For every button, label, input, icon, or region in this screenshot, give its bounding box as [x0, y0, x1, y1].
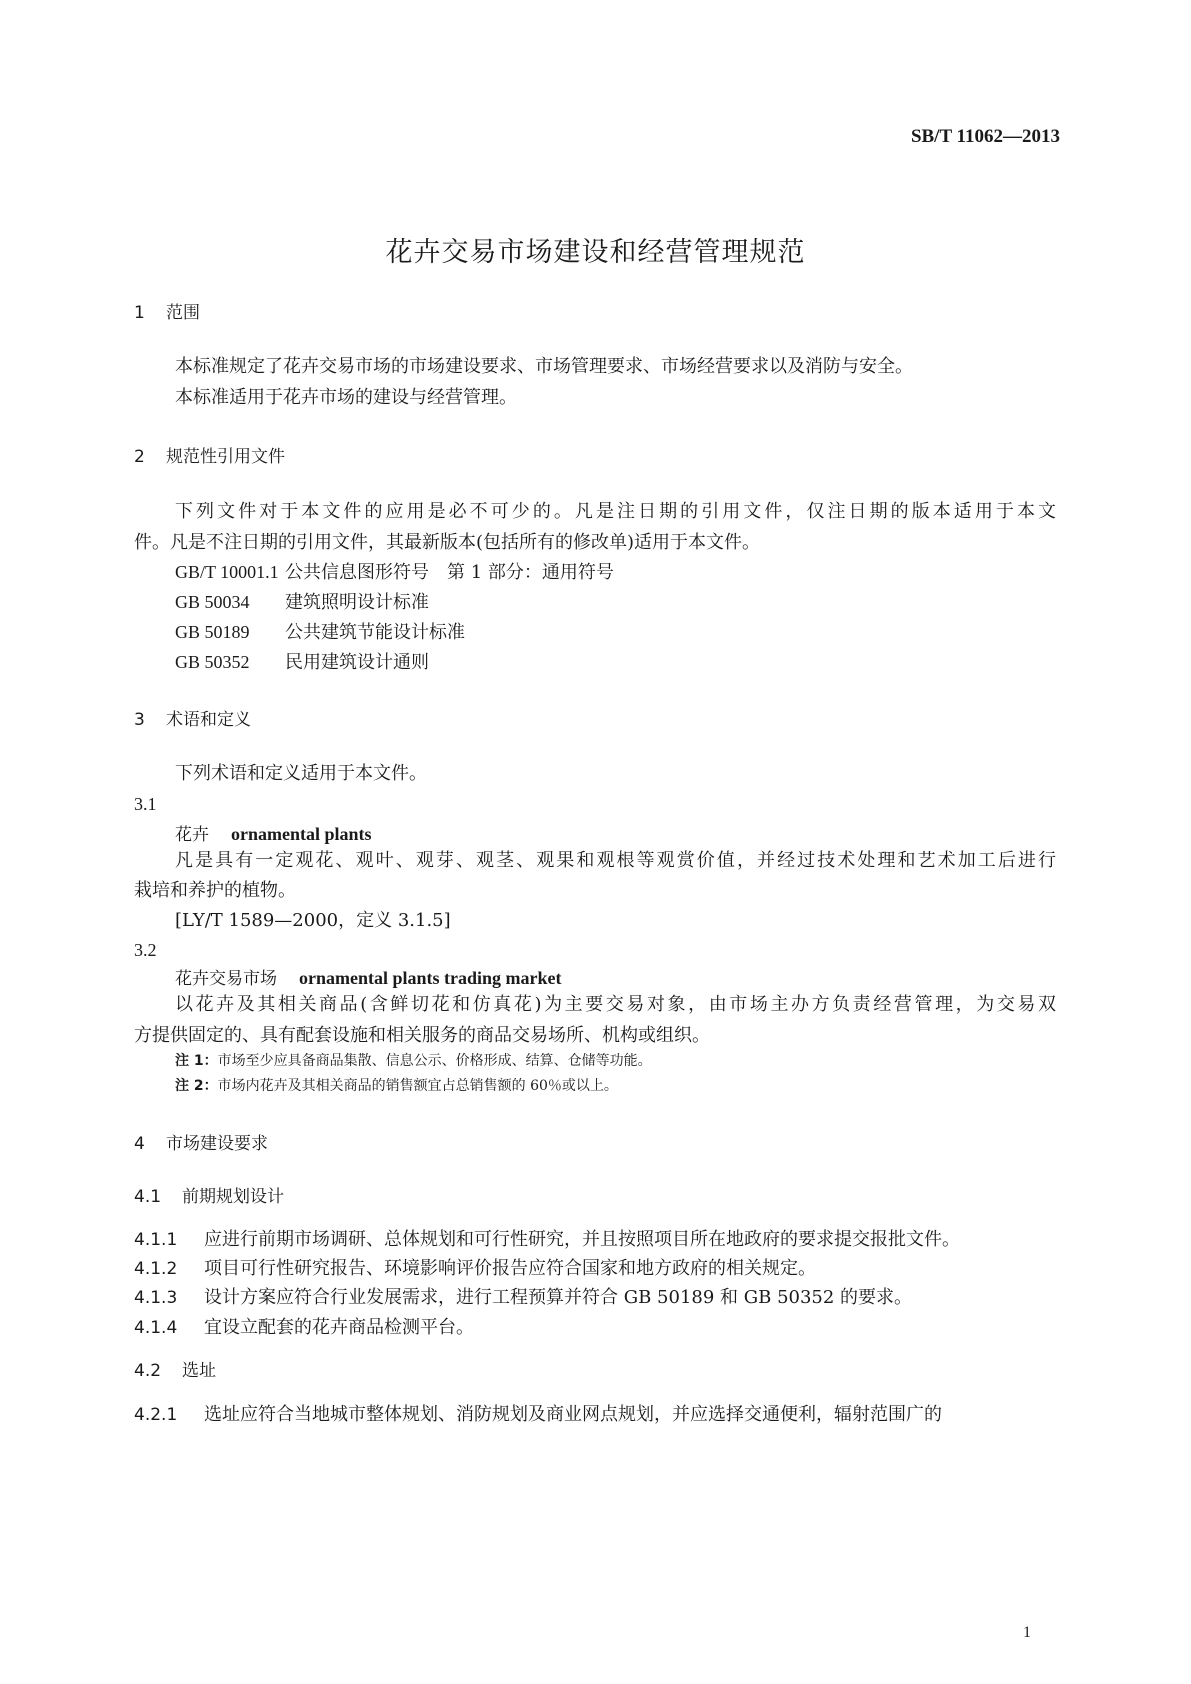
subsection-number: 4.1: [134, 1187, 162, 1207]
clause-text: 宜设立配套的花卉商品检测平台。: [204, 1317, 474, 1338]
term-number: 3.1: [134, 794, 157, 814]
clause-text: 应进行前期市场调研、总体规划和可行性研究，并且按照项目所在地政府的要求提交报批文件。: [204, 1229, 960, 1250]
section-title: 范围: [166, 303, 200, 323]
subsection-title: 选址: [182, 1361, 216, 1381]
reference-item: [175, 616, 465, 649]
clause-number: 4.1.3: [134, 1288, 178, 1308]
note-label: 注 2：: [175, 1078, 218, 1094]
page-title: 花卉交易市场建设和经营管理规范: [385, 237, 806, 268]
reference-code: GB 50034: [175, 592, 250, 612]
clause: [134, 1254, 816, 1280]
reference-title: 公共建筑节能设计标准: [285, 622, 465, 643]
subsection-title: 前期规划设计: [182, 1187, 284, 1207]
reference-code: GB 50352: [175, 652, 250, 672]
subsection-heading-planning: [134, 1182, 284, 1207]
reference-item: [175, 586, 429, 619]
reference-code: GB/T 10001.1: [175, 562, 279, 582]
reference-code: GB 50189: [175, 622, 250, 642]
term-number: 3.2: [134, 940, 157, 960]
reference-title: 建筑照明设计标准: [285, 592, 429, 613]
reference-item: [175, 646, 429, 679]
note: [175, 1050, 652, 1070]
note: [175, 1075, 618, 1095]
term-entry: [175, 820, 372, 845]
paragraph-line: 件。凡是不注日期的引用文件，其最新版本(包括所有的修改单)适用于本文件。: [134, 532, 761, 553]
section-title: 术语和定义: [166, 710, 251, 730]
clause: [134, 1225, 960, 1251]
section-title: 规范性引用文件: [166, 447, 285, 467]
section-number: 4: [134, 1134, 145, 1154]
document-number: SB/T 11062—2013: [910, 126, 1060, 147]
definition-line: 栽培和养护的植物。: [134, 880, 296, 901]
clause: [134, 1313, 474, 1339]
clause-number: 4.1.4: [134, 1318, 178, 1338]
note-text: 市场至少应具备商品集散、信息公示、价格形成、结算、仓储等功能。: [217, 1053, 652, 1069]
clause-number: 4.1.1: [134, 1230, 178, 1250]
term-entry: [175, 964, 562, 989]
definition-line: 以花卉及其相关商品(含鲜切花和仿真花)为主要交易对象，由市场主办方负责经营管理，为交易双: [175, 994, 1056, 1015]
section-heading-terms-definitions: [134, 705, 251, 730]
clause-text: 设计方案应符合行业发展需求，进行工程预算并符合 GB 50189 和 GB 50352 的要求。: [204, 1287, 913, 1308]
reference-item: [175, 556, 614, 589]
paragraph: 本标准适用于花卉市场的建设与经营管理。: [175, 387, 517, 408]
subsection-heading-site-selection: [134, 1356, 216, 1381]
clause: [134, 1283, 912, 1309]
section-number: 3: [134, 710, 145, 730]
term-cn: 花卉交易市场: [175, 969, 277, 989]
paragraph: 本标准规定了花卉交易市场的市场建设要求、市场管理要求、市场经营要求以及消防与安全。: [175, 356, 913, 377]
reference-title: 民用建筑设计通则: [285, 652, 429, 673]
term-en: ornamental plants trading market: [299, 968, 562, 988]
definition-line: 凡是具有一定观花、观叶、观芽、观茎、观果和观根等观赏价值，并经过技术处理和艺术加工后进行: [175, 850, 1056, 871]
definition-line: 方提供固定的、具有配套设施和相关服务的商品交易场所、机构或组织。: [134, 1025, 710, 1046]
term-en: ornamental plants: [231, 824, 372, 844]
paragraph: 下列术语和定义适用于本文件。: [175, 763, 427, 784]
section-heading-market-construction: [134, 1129, 268, 1154]
section-heading-scope: [134, 298, 200, 323]
definition-source: [LY/T 1589—2000，定义 3.1.5]: [175, 910, 451, 931]
section-number: 1: [134, 303, 145, 323]
note-text: 市场内花卉及其相关商品的销售额宜占总销售额的 60％或以上。: [217, 1078, 618, 1094]
paragraph-line: 下列文件对于本文件的应用是必不可少的。凡是注日期的引用文件，仅注日期的版本适用于本文: [175, 501, 1056, 522]
clause-number: 4.2.1: [134, 1405, 178, 1425]
note-label: 注 1：: [175, 1053, 218, 1069]
section-title: 市场建设要求: [166, 1134, 268, 1154]
section-heading-normative-references: [134, 442, 285, 467]
clause-text: 项目可行性研究报告、环境影响评价报告应符合国家和地方政府的相关规定。: [204, 1258, 816, 1279]
subsection-number: 4.2: [134, 1361, 162, 1381]
clause: [134, 1400, 942, 1426]
clause-text: 选址应符合当地城市整体规划、消防规划及商业网点规划，并应选择交通便利，辐射范围广的: [204, 1404, 942, 1425]
page-number: 1: [1023, 1624, 1031, 1641]
section-number: 2: [134, 447, 145, 467]
term-cn: 花卉: [175, 825, 209, 845]
reference-title: 公共信息图形符号 第 1 部分：通用符号: [285, 562, 614, 583]
clause-number: 4.1.2: [134, 1259, 178, 1279]
